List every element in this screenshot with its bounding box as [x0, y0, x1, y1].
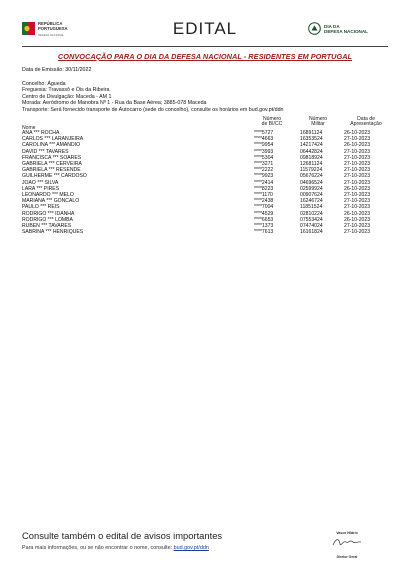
cell-name: LEONARDO *** MELO	[22, 192, 74, 198]
cell-name: SABRINA *** HENRIQUES	[22, 229, 84, 236]
col-header-bi-line2: de BI/CC	[261, 121, 283, 128]
centro-divulgacao: Centro de Divulgação: Maceda - AM 1	[22, 93, 112, 100]
footer-link[interactable]: bud.gov.pt/ddn	[173, 545, 209, 551]
morada: Morada: Aeródromo de Manobra Nº 1 - Rua da Base Aérea; 3885-078 Maceda	[22, 100, 207, 107]
cell-name: ANA *** ROCHA	[22, 130, 60, 136]
cell-bi-cc: ****2438	[254, 198, 274, 205]
col-header-date	[340, 117, 392, 128]
col-header-bi	[250, 117, 294, 128]
cell-name: RUBEN *** TAVARES	[22, 223, 72, 229]
cell-name: CAROLINA *** AMANDIO	[22, 142, 81, 149]
cell-bi-cc: ****3271	[254, 161, 274, 167]
logo-line-1: REPÚBLICA	[38, 21, 63, 26]
dia-defesa-nacional-logo	[308, 22, 368, 35]
signatory-role: Diretor Geral	[336, 555, 358, 559]
cell-date: 26-10-2023	[344, 130, 371, 136]
col-header-militar-line2: Militar	[311, 121, 325, 128]
cell-militar: 16246724	[300, 198, 323, 205]
logo-subline: DEFESA NACIONAL	[38, 32, 65, 37]
footer-info-text: Para mais informações, ou se não encontrar o nome, consulte:	[22, 545, 174, 551]
page-title: EDITAL	[172, 19, 238, 38]
cell-name: MARIANA *** GONCALO	[22, 198, 80, 205]
transporte: Transporte: Será fornecido transporte de Autocarro (sede do concelho), consulte os horários em bud.gov.pt/ddn	[22, 106, 284, 113]
ddn-line-2: DEFESA NACIONAL	[324, 28, 368, 34]
signatory-name: Vasco Hilário	[336, 531, 358, 535]
cell-date: 27-10-2023	[344, 204, 371, 211]
cell-name: DAVID *** TAVARES	[22, 148, 69, 155]
cell-militar: 05676224	[300, 173, 323, 180]
cell-date: 27-10-2023	[344, 192, 371, 198]
cell-date: 27-10-2023	[344, 223, 371, 229]
cell-name: GUILHERME *** CARDOSO	[22, 173, 87, 180]
cell-name: CARLOS *** LARANJEIRA	[22, 136, 84, 143]
cell-bi-cc: ****9954	[254, 142, 274, 149]
cell-date: 27-10-2023	[344, 229, 371, 236]
ddn-emblem-icon	[308, 22, 321, 35]
footer-info	[22, 545, 209, 551]
cell-bi-cc: ****2414	[254, 179, 274, 186]
handwritten-signature	[330, 536, 364, 548]
header	[0, 0, 410, 46]
cell-name: LARA *** PIRES	[22, 185, 60, 192]
cell-date: 26-10-2023	[344, 185, 371, 192]
cell-militar: 12681124	[300, 161, 323, 167]
cell-militar: 09818924	[300, 154, 323, 161]
cell-militar: 06442824	[300, 148, 323, 155]
cell-militar: 04696524	[300, 179, 323, 186]
cell-date: 27-10-2023	[344, 173, 371, 180]
table-row	[22, 229, 388, 235]
cell-date: 27-10-2023	[344, 148, 371, 155]
cell-militar: 14217424	[300, 142, 323, 149]
logo-line-2: PORTUGUESA	[38, 25, 68, 31]
cell-militar: 11851524	[300, 204, 323, 211]
cell-bi-cc: ****1373	[254, 223, 274, 229]
col-header-date-line2: Apresentação	[350, 121, 382, 128]
cell-militar: 11579224	[300, 167, 323, 174]
cell-name: RODRIGO *** LOMBA	[22, 216, 73, 223]
convocation-subtitle: CONVOCAÇÃO PARA O DIA DA DEFESA NACIONAL - RESIDENTES EM PORTUGAL	[57, 52, 353, 61]
col-header-date-line1: Data de	[357, 116, 375, 122]
cell-militar: 16891124	[300, 130, 323, 136]
cell-date: 27-10-2023	[344, 167, 371, 174]
col-header-militar-line1: Número	[308, 116, 328, 122]
footer-notice: Consulte também o edital de avisos importantes	[22, 530, 223, 541]
cell-date: 26-10-2023	[344, 210, 371, 217]
cell-bi-cc: ****7613	[254, 229, 274, 236]
cell-bi-cc: ****4529	[254, 210, 274, 217]
cell-date: 27-10-2023	[344, 136, 371, 143]
cell-date: 26-10-2023	[344, 142, 371, 149]
cell-name: GABRIELA *** CERVEIRA	[22, 161, 82, 167]
cell-bi-cc: ****6653	[254, 216, 274, 223]
cell-bi-cc: ****5304	[254, 154, 274, 161]
cell-bi-cc: ****4663	[254, 136, 274, 143]
cell-name: RODRIGO *** IDANHA	[22, 210, 75, 217]
cell-militar: 16161824	[300, 229, 323, 236]
cell-date: 26-10-2023	[344, 216, 371, 223]
col-header-name: Nome	[22, 125, 36, 131]
cell-name: GABRIELA *** RESENDE	[22, 167, 81, 174]
cell-militar: 00907624	[300, 192, 323, 198]
cell-militar: 02599924	[300, 185, 323, 192]
cell-name: FRANCISCA *** SOARES	[22, 154, 82, 161]
cell-bi-cc: ****7004	[254, 204, 274, 211]
cell-name: PAULO *** REIS	[22, 204, 60, 211]
cell-date: 27-10-2023	[344, 179, 371, 186]
concelho: Concelho: Águeda	[22, 81, 66, 87]
freguesia: Freguesia: Travassô e Óis da Ribeira	[22, 87, 110, 94]
cell-bi-cc: ****5727	[254, 130, 274, 136]
cell-bi-cc: ****1170	[254, 192, 273, 198]
ddn-line-1: DIA DA	[324, 23, 340, 29]
cell-bi-cc: ****3993	[254, 148, 274, 155]
cell-name: JOAO *** SILVA	[22, 179, 59, 186]
cell-bi-cc: ****2222	[254, 167, 274, 174]
cell-date: 27-10-2023	[344, 154, 371, 161]
cell-date: 27-10-2023	[344, 161, 371, 167]
cell-bi-cc: ****9923	[254, 173, 274, 180]
cell-militar: 07553424	[300, 216, 323, 223]
cell-date: 27-10-2023	[344, 198, 371, 205]
col-header-militar	[296, 117, 340, 128]
col-header-bi-line1: Número	[262, 116, 282, 122]
cell-militar: 02810224	[300, 210, 323, 217]
emission-date: Data de Emissão: 30/11/2022	[22, 67, 92, 73]
cell-bi-cc: ****8223	[254, 185, 274, 192]
header-divider	[22, 46, 388, 47]
cell-militar: 16353524	[300, 136, 323, 143]
signature-block	[322, 531, 372, 559]
cell-militar: 07474024	[300, 223, 323, 229]
